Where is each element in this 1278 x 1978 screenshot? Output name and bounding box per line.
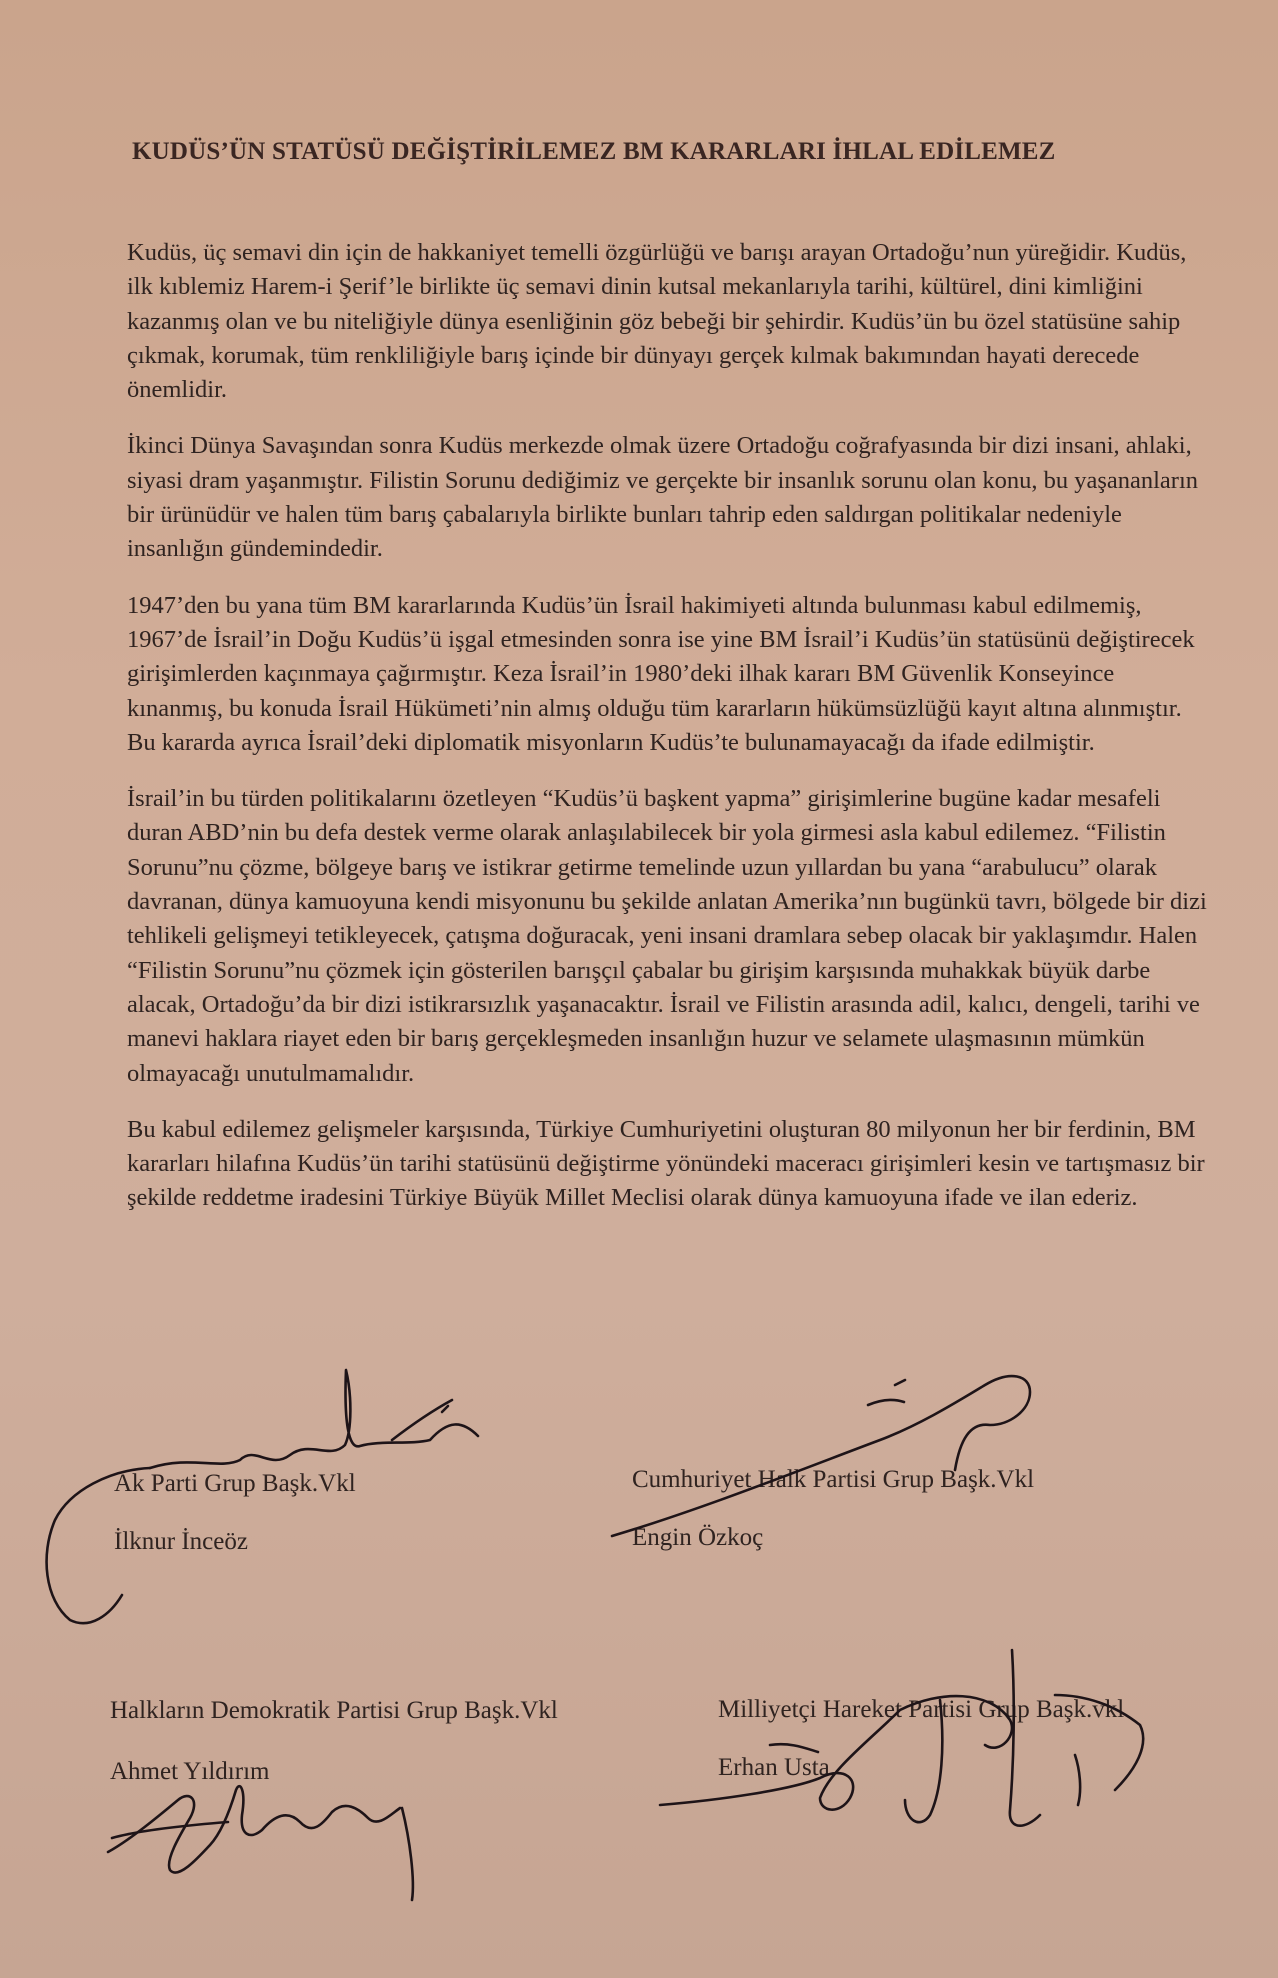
signatory-1-name: İlknur İnceöz <box>114 1528 248 1555</box>
signatory-4-role: Milliyetçi Hareket Partisi Grup Başk.vkl <box>718 1696 1125 1723</box>
signature-4-scribble <box>660 1650 1143 1826</box>
signatory-4-name: Erhan Usta <box>718 1754 830 1781</box>
signatory-3-role: Halkların Demokratik Partisi Grup Başk.Vkl <box>110 1697 558 1724</box>
signature-2-scribble <box>612 1376 1030 1536</box>
signature-3-scribble <box>108 1786 413 1900</box>
signatory-2-role: Cumhuriyet Halk Partisi Grup Başk.Vkl <box>632 1466 1035 1493</box>
paragraph-3: 1947’den bu yana tüm BM kararlarında Kudüs’ün İsrail hakimiyeti altında bulunması kabul edilmemiş, 1967’de İsrail’in Doğu Kudüs’ü işgal etmesinden sonra ise yine BM İsrail’i Kudüs’ün statüsünü değiştirecek girişimlerden kaçınmaya çağırmıştır. Keza İsrail’in 1980’deki ilhak kararı BM Güvenlik Konseyince kınanmış, bu konuda İsrail Hükümeti’nin almış olduğu tüm kararların hükümsüzlüğü kayıt altına alınmıştır. Bu kararda ayrıca İsrail’deki diplomatik misyonların Kudüs’te bulunamayacağı da ifade edilmiştir. <box>127 591 1195 756</box>
signatory-3-name: Ahmet Yıldırım <box>110 1758 270 1785</box>
paragraph-4: İsrail’in bu türden politikalarını özetleyen “Kudüs’ü başkent yapma” girişimlerine bugüne kadar mesafeli duran ABD’nin bu defa destek verme olarak anlaşılabilecek bir yola girmesi asla kabul edilemez. “Filistin Sorunu”nu çözme, bölgeye barış ve istikrar getirme temelinde uzun yıllardan bu yana “arabulucu” olarak davranan, dünya kamuoyuna kendi misyonunu bu şekilde anlatan Amerika’nın bugünkü tavrı, bölgede bir dizi tehlikeli gelişmeyi tetikleyecek, çatışma doğuracak, yeni insani dramlara sebep olacak bir yaklaşımdır. Halen “Filistin Sorunu”nu çözmek için gösterilen barışçıl çabalar bu girişim karşısında muhakkak büyük darbe alacak, Ortadoğu’da bir dizi istikrarsızlık yaşanacaktır. İsrail ve Filistin arasında adil, kalıcı, dengeli, tarihi ve manevi haklara riayet eden bir barış gerçekleşmeden insanlığın huzur ve selamete ulaşmasının mümkün olmayacağı unutulmamalıdır. <box>127 785 1207 1087</box>
document-title: KUDÜS’ÜN STATÜSÜ DEĞİŞTİRİLEMEZ BM KARARLARI İHLAL EDİLEMEZ <box>132 138 1056 165</box>
paragraph-2: İkinci Dünya Savaşından sonra Kudüs merkezde olmak üzere Ortadoğu coğrafyasında bir dizi insani, ahlaki, siyasi dram yaşanmıştır. Filistin Sorunu dediğimiz ve gerçekte bir insanlık sorunu olan konu, bu yaşananların bir ürünüdür ve halen tüm barış çabalarıyla birlikte bunları tahrip eden saldırgan politikalar nedeniyle insanlığın gündemindedir. <box>127 432 1199 563</box>
document-body <box>127 236 1207 1238</box>
paragraph-5: Bu kabul edilemez gelişmeler karşısında, Türkiye Cumhuriyetini oluşturan 80 milyonun her bir ferdinin, BM kararları hilafına Kudüs’ün tarihi statüsünü değiştirme yönündeki maceracı girişimleri kesin ve tartışmasız bir şekilde reddetme iradesini Türkiye Büyük Millet Meclisi olarak dünya kamuoyuna ifade ve ilan ederiz. <box>127 1115 1205 1212</box>
signatory-1-role: Ak Parti Grup Başk.Vkl <box>114 1470 356 1497</box>
signatory-2-name: Engin Özkoç <box>632 1524 764 1551</box>
paragraph-1: Kudüs, üç semavi din için de hakkaniyet temelli özgürlüğü ve barışı arayan Ortadoğu’nun yüreğidir. Kudüs, ilk kıblemiz Harem-i Şerif’le birlikte üç semavi dinin kutsal mekanlarıyla tarihi, kültürel, dini kimliğini kazanmış olan ve bu niteliğiyle dünya esenliğinin göz bebeği bir şehirdir. Kudüs’ün bu özel statüsüne sahip çıkmak, korumak, tüm renkliliğiyle barış içinde bir dünyayı gerçek kılmak bakımından hayati derecede önemlidir. <box>127 239 1187 404</box>
